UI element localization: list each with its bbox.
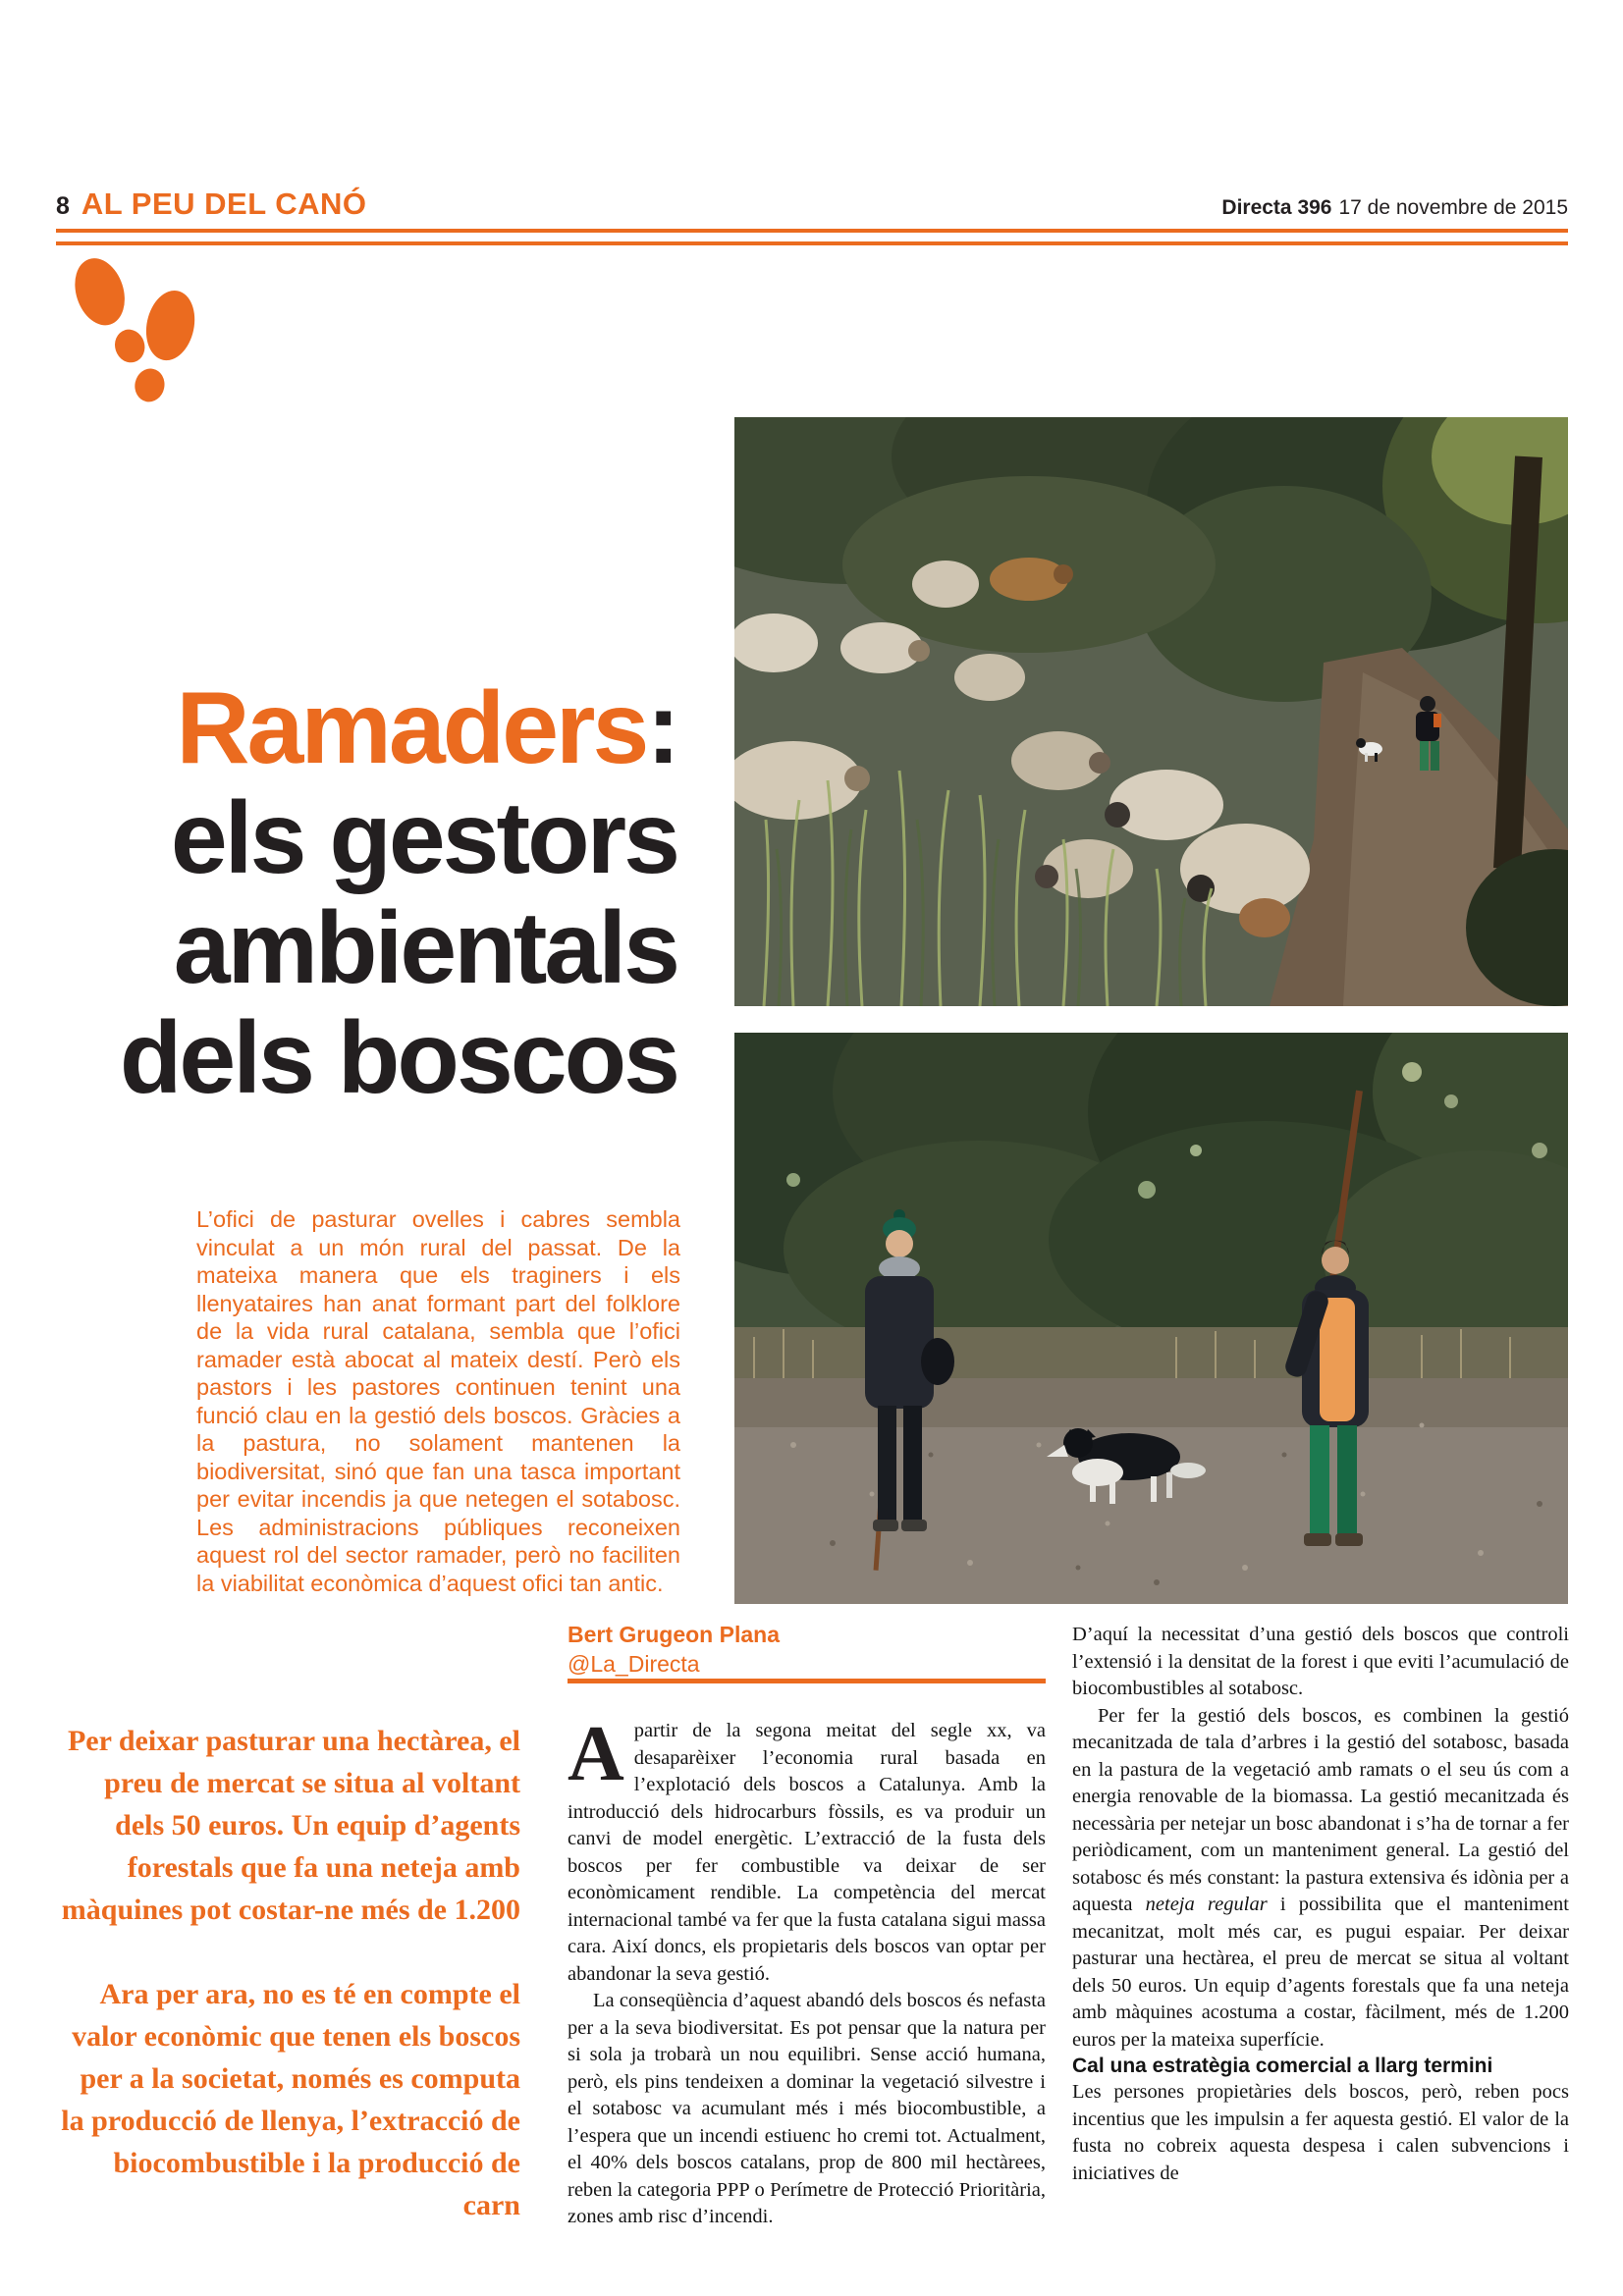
headline-colon: : xyxy=(646,671,677,785)
body-paragraph: D’aquí la necessitat d’una gestió dels boscos que controli l’extensió i la densitat de la forest i que eviti l’acumulació de biocombustibles al sotabosc. xyxy=(1072,1624,1569,1699)
headline-line-2: els gestors xyxy=(170,781,677,895)
headline-line-3: ambientals xyxy=(173,891,677,1005)
page-header xyxy=(56,187,1568,222)
page-number: 8 xyxy=(56,192,70,220)
pull-quote-paragraph-1: Per deixar pasturar una hectàrea, el preu de mercat se situa al voltant dels 50 euros. Un equip d’agents forestals que fa una neteja amb màquines pot costar-ne més de 1.200 xyxy=(61,1725,520,1926)
issue-info xyxy=(1221,196,1568,220)
standfirst: L’ofici de pasturar ovelles i cabres sembla vinculat a un món rural del passat. De la mateixa manera que els traginers i els llenyataires han anat formant part del folklore de la vida rural catalana, sembla que l’ofici ramader està abocat al mateix destí. Però els pastors i les pastores continuen tenint una funció clau en la gestió dels boscos. Gràcies a la pastura, no solament mantenen la biodiversitat, sinó que fan una tasca important per evitar incendis ja que netegen el sotabosc. Les administracions públiques reconeixen aquest rol del sector ramader, però no faciliten la viabilitat econòmica d’aquest ofici tan antic. xyxy=(196,1206,680,1596)
drop-cap: A xyxy=(568,1711,624,1797)
byline-handle: @La_Directa xyxy=(568,1651,700,1677)
section-header xyxy=(56,187,366,222)
byline xyxy=(568,1622,1046,1678)
section-subhead: Cal una estratègia comercial a llarg termini xyxy=(1072,2055,1493,2077)
footprints-icon xyxy=(69,245,206,412)
header-rule-bottom xyxy=(56,241,1568,245)
issue-name: Directa 396 xyxy=(1221,196,1332,219)
body-column-1 xyxy=(568,1711,1046,2231)
body-paragraph-text: partir de la segona meitat del segle xx, va desaparèixer l’economia rural basada en l’explotació dels boscos a Catalunya. Amb la introducció dels hidrocarburs fòssils, es va produir un canvi de model energètic. L’extracció de la fusta dels boscos per fer combustible va deixar de ser econòmicament rendible. La competència del mercat internacional també va fer que la fusta catalana sigui massa cara. Així doncs, els propietaris dels boscos van optar per abandonar la seva gestió. xyxy=(568,1720,1046,1985)
sheep-flock-photo xyxy=(734,417,1568,1006)
article-headline xyxy=(37,673,677,1113)
body-column-2 xyxy=(1072,1622,1569,2187)
byline-rule xyxy=(568,1679,1046,1683)
header-rule-top xyxy=(56,229,1568,233)
body-paragraph: Les persones propietàries dels boscos, però, reben pocs incentius que les impulsin a fer aquesta gestió. El valor de la fusta no cobreix aquesta despesa i calen subvencions i iniciatives de xyxy=(1072,2081,1569,2184)
italic-phrase: neteja regular xyxy=(1145,1894,1268,1915)
section-title: AL PEU DEL CANÓ xyxy=(81,187,367,221)
pull-quote-paragraph-2: Ara per ara, no es té en compte el valor econòmic que tenen els boscos per a la societat, només es computa la producció de llenya, l’extracció de biocombustible i la producció de carn xyxy=(61,1978,520,2221)
byline-author: Bert Grugeon Plana xyxy=(568,1622,780,1647)
body-paragraph: La conseqüència d’aquest abandó dels boscos és nefasta per a la seva biodiversitat. Es pot pensar que la natura per si sola ja trobarà un nou equilibri. Sense acció humana, però, els pins tendeixen a dominar la vegetació silvestre i el sotabosc va acumulant més i més biocombustible, a l’espera que un incendi estiuenc ho cremi tot. Actualment, el 40% dels boscos catalans, prop de 800 mil hectàrees, reben la categoria PPP o Perímetre de Protecció Prioritària, zones amb risc d’incendi. xyxy=(568,1990,1046,2227)
issue-date: 17 de novembre de 2015 xyxy=(1338,196,1568,219)
pull-quote xyxy=(56,1720,520,2226)
body-paragraph xyxy=(1072,1703,1569,2055)
body-paragraph-text: i possibilita que el manteniment mecanitzat, molt més car, es pugui espaiar. Per deixar pasturar una hectàrea, el preu de mercat se situa al voltant dels 50 euros. Un equip d’agents forestals que fa una neteja amb màquines acostuma a costar, fàcilment, més de 1.200 euros per la mateixa superfície. xyxy=(1072,1894,1569,2051)
headline-line-4: dels boscos xyxy=(119,1001,677,1115)
headline-accent-word: Ramaders xyxy=(176,671,647,785)
headline-line-1 xyxy=(37,673,677,783)
body-paragraph-text: Per fer la gestió dels boscos, es combinen la gestió mecanitzada de tala d’arbres i la gestió del sotabosc, basada en la pastura de la vegetació amb ramats o el seu ús com a energia renovable de la biomassa. La gestió mecanitzada és necessària per netejar un bosc abandonat i s’ha de tornar a fer periòdicament, com un manteniment general. La gestió del sotabosc és més constant: la pastura extensiva és idònia per a aquesta xyxy=(1072,1704,1569,1915)
body-paragraph xyxy=(568,1711,1046,1988)
shepherds-photo xyxy=(734,1033,1568,1604)
